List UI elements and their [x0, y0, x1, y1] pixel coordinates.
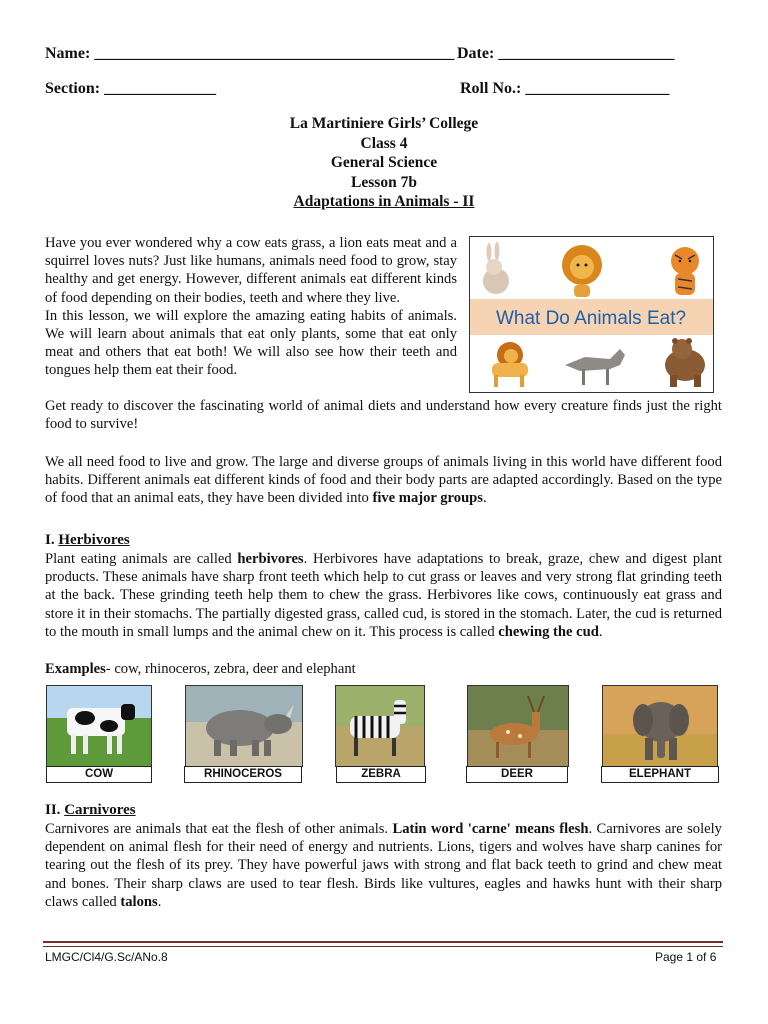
- herbivores-number: I.: [45, 532, 55, 548]
- rhinoceros-icon: [186, 686, 302, 766]
- tiger-icon: [671, 247, 699, 295]
- chewing-the-cud-term: chewing the cud: [498, 623, 599, 640]
- deer-icon: [468, 686, 568, 766]
- section-line: ______________: [104, 80, 217, 97]
- date-line: ______________________: [498, 45, 675, 62]
- examples-label: Examples: [45, 661, 106, 677]
- roll-field: [460, 80, 669, 98]
- herbivores-text-2: . Herbivores have adaptations to break, graze, chew and digest plant products. These animals have sharp front teeth which help to cut grass or leaves and very strong flat grinding teeth at the back. These grinding teeth help them to chew the grass. Herbivores like cows, continuously eat grass and store it in their stomachs. The partially digested grass, called cud, is stored in the stomach. Later, the cud is returned to the mouth in small lumps and the animal chew on it. This process is called: [45, 551, 723, 640]
- overview-text: We all need food to live and grow. The large and diverse groups of animals living in this world have different food habits. Different animals eat different kinds of food and their body parts are adapted accordingly. Based on the type of food that an animal eats, they have been divided into: [45, 454, 722, 507]
- zebra-photo: [335, 685, 425, 767]
- bear-icon: [665, 338, 705, 387]
- carnivores-number: II.: [45, 802, 61, 818]
- herbivores-text-3: .: [598, 623, 603, 640]
- rabbit-icon: [483, 242, 509, 294]
- herbivores-examples: [45, 660, 722, 678]
- deer-caption: DEER: [466, 766, 568, 783]
- page-number: Page 1 of 6: [655, 950, 717, 964]
- zebra-icon: [336, 686, 424, 766]
- document-code: LMGC/Cl4/G.Sc/ANo.8: [45, 950, 168, 964]
- zebra-caption: ZEBRA: [336, 766, 426, 783]
- topic-title: Adaptations in Animals - II: [293, 193, 475, 210]
- latin-carne-note: Latin word 'carne' means flesh: [392, 821, 589, 837]
- roll-line: __________________: [525, 80, 670, 97]
- date-label: Date:: [457, 45, 495, 62]
- elephant-photo: [602, 685, 718, 767]
- carnivores-paragraph: [45, 820, 722, 911]
- cow-icon: [47, 686, 151, 766]
- overview-paragraph: [45, 453, 722, 508]
- examples-text: - cow, rhinoceros, zebra, deer and elephant: [105, 661, 356, 677]
- carnivores-text-1: Carnivores are animals that eat the flesh of other animals.: [45, 821, 393, 837]
- banner-illustration: [470, 237, 713, 392]
- elephant-caption: ELEPHANT: [601, 766, 719, 783]
- name-label: Name:: [45, 45, 91, 62]
- talons-term: talons: [120, 893, 158, 910]
- elephant-icon: [603, 686, 717, 766]
- cow-photo: [46, 685, 152, 767]
- class-name: Class 4: [360, 134, 408, 152]
- section-label: Section:: [45, 80, 101, 97]
- carnivores-text-3: .: [157, 893, 162, 910]
- carnivores-heading: [45, 802, 136, 819]
- footer-rule-thick: [43, 941, 723, 943]
- wolf-icon: [565, 349, 625, 385]
- lion-icon: [562, 245, 602, 297]
- herbivores-title: Herbivores: [58, 532, 130, 548]
- cow-caption: COW: [46, 766, 152, 783]
- name-field: [45, 45, 454, 63]
- title-block: [0, 114, 768, 212]
- overview-end: .: [482, 490, 487, 507]
- name-line: _____________________________________________: [94, 45, 455, 62]
- rhinoceros-caption: RHINOCEROS: [184, 766, 302, 783]
- herbivores-paragraph: [45, 550, 722, 641]
- intro-paragraph-1: Have you ever wondered why a cow eats grass, a lion eats meat and a squirrel loves nuts? Just like humans, animals need food to grow, stay healthy and get energy. However, different animals eat different kinds of food depending on their bodies, teeth and where they live.: [45, 235, 457, 306]
- footer-rule-thin: [43, 946, 723, 947]
- intro-paragraph-2: In this lesson, we will explore the amazing eating habits of animals. We will learn about animals that eat only plants, some that eat only meat and others that eat both! We will also see how their teeth and tongues help them eat their food.: [45, 307, 457, 379]
- section-field: [45, 80, 216, 98]
- herbivores-heading: [45, 532, 130, 549]
- intro-paragraph-3: Get ready to discover the fascinating world of animal diets and understand how every creature finds just the right food to survive!: [45, 398, 722, 433]
- carnivores-text-2: . Carnivores are solely dependent on animal flesh for their need of energy and nutrients. Lions, tigers and wolves have sharp canines for tearing out the flesh of its prey. They have powerful jaws with strong and flat back teeth to grind and chew meat and bones. Their sharp claws are used to tear flesh. Birds like vultures, eagles and hawks hunt with their sharp claws called: [45, 821, 722, 910]
- intro-text: [45, 234, 457, 380]
- what-do-animals-eat-banner: [469, 236, 714, 393]
- college-name: La Martiniere Girls’ College: [289, 115, 479, 132]
- herbivores-term: herbivores: [237, 551, 304, 567]
- lesson-name: Lesson 7b: [351, 173, 417, 191]
- banner-text: What Do Animals Eat?: [495, 308, 687, 329]
- herbivores-text-1: Plant eating animals are called: [45, 551, 238, 567]
- carnivores-title: Carnivores: [64, 802, 136, 818]
- subject-name: General Science: [330, 154, 438, 171]
- walking-lion-icon: [492, 342, 528, 387]
- overview-bold: five major groups: [372, 490, 483, 507]
- roll-label: Roll No.:: [460, 80, 522, 97]
- date-field: [457, 45, 674, 63]
- deer-photo: [467, 685, 569, 767]
- rhinoceros-photo: [185, 685, 303, 767]
